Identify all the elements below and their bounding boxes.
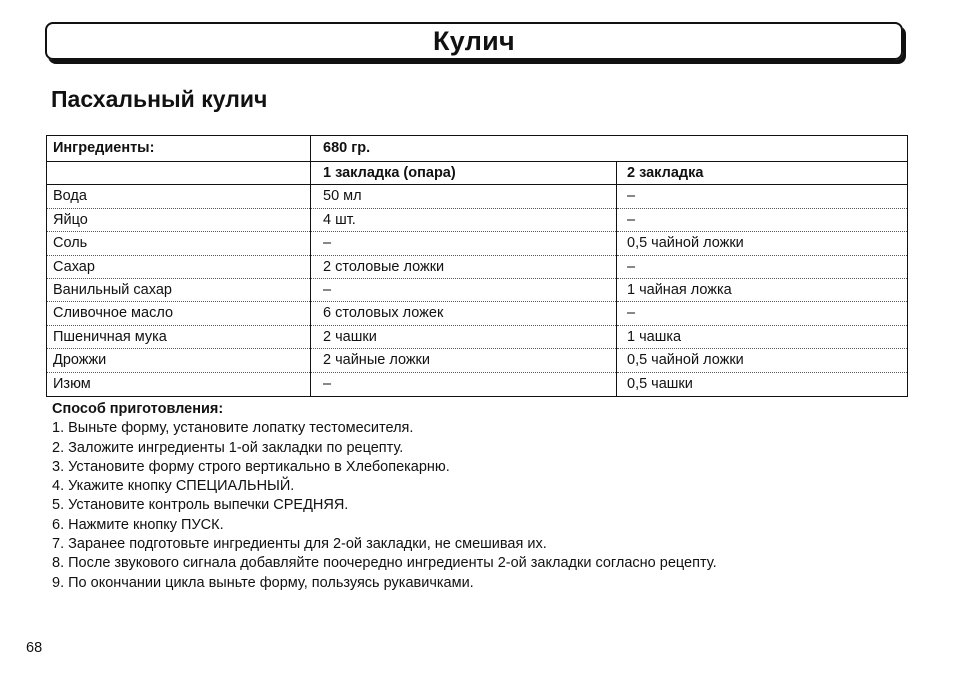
method-step: 6. Нажмите кнопку ПУСК.: [52, 516, 224, 533]
table-row: [47, 232, 908, 255]
table-header-row: [47, 136, 908, 162]
section-title-box: [45, 22, 903, 60]
ingredient-name: Соль: [47, 232, 311, 255]
table-row: [47, 185, 908, 208]
first-load-amount: 2 чашки: [311, 325, 617, 348]
method-step: 3. Установите форму строго вертикально в Хлебопекарню.: [52, 458, 450, 475]
ingredient-name: Вода: [47, 185, 311, 208]
ingredients-label: Ингредиенты:: [47, 136, 311, 162]
method-step: 5. Установите контроль выпечки СРЕДНЯЯ.: [52, 497, 349, 514]
second-load-amount: –: [617, 302, 908, 325]
table-row: [47, 279, 908, 302]
second-load-amount: –: [617, 208, 908, 231]
method-step: 4. Укажите кнопку СПЕЦИАЛЬНЫЙ.: [52, 478, 295, 495]
method-title: Способ приготовления:: [52, 401, 224, 417]
second-load-header: 2 закладка: [617, 162, 908, 185]
second-load-amount: –: [617, 255, 908, 278]
ingredient-name: Дрожжи: [47, 349, 311, 372]
method-step: 8. После звукового сигнала добавляйте поочередно ингредиенты 2-ой закладки согласно рецепту.: [52, 555, 717, 572]
table-subheader-row: [47, 162, 908, 185]
ingredient-name: Пшеничная мука: [47, 325, 311, 348]
method-step: 9. По окончании цикла выньте форму, пользуясь рукавичками.: [52, 574, 474, 591]
table-row: [47, 208, 908, 231]
ingredient-name: Ванильный сахар: [47, 279, 311, 302]
table-row: [47, 302, 908, 325]
method-section: [52, 400, 717, 593]
page-number: 68: [26, 640, 43, 656]
recipe-title: Пасхальный кулич: [51, 86, 268, 112]
second-load-amount: 0,5 чайной ложки: [617, 232, 908, 255]
ingredient-name: Сахар: [47, 255, 311, 278]
first-load-amount: 4 шт.: [311, 208, 617, 231]
ingredients-table: [46, 135, 908, 397]
first-load-amount: 2 столовые ложки: [311, 255, 617, 278]
table-row: [47, 349, 908, 372]
method-step: 2. Заложите ингредиенты 1-ой закладки по рецепту.: [52, 439, 404, 456]
first-load-amount: 50 мл: [311, 185, 617, 208]
second-load-amount: 0,5 чайной ложки: [617, 349, 908, 372]
first-load-amount: –: [311, 279, 617, 302]
first-load-amount: 6 столовых ложек: [311, 302, 617, 325]
empty-cell: [47, 162, 311, 185]
second-load-amount: –: [617, 185, 908, 208]
second-load-amount: 1 чашка: [617, 325, 908, 348]
section-title: Кулич: [432, 25, 516, 56]
table-row: [47, 255, 908, 278]
second-load-amount: 1 чайная ложка: [617, 279, 908, 302]
first-load-header: 1 закладка (опара): [311, 162, 617, 185]
second-load-amount: 0,5 чашки: [617, 372, 908, 396]
method-step: 7. Заранее подготовьте ингредиенты для 2-ой закладки, не смешивая их.: [52, 536, 547, 553]
ingredient-name: Изюм: [47, 372, 311, 396]
table-row: [47, 325, 908, 348]
first-load-amount: 2 чайные ложки: [311, 349, 617, 372]
ingredient-name: Сливочное масло: [47, 302, 311, 325]
first-load-amount: –: [311, 232, 617, 255]
weight-label: 680 гр.: [311, 136, 908, 162]
first-load-amount: –: [311, 372, 617, 396]
table-row: [47, 372, 908, 396]
method-step: 1. Выньте форму, установите лопатку тестомесителя.: [52, 420, 414, 437]
ingredient-name: Яйцо: [47, 208, 311, 231]
